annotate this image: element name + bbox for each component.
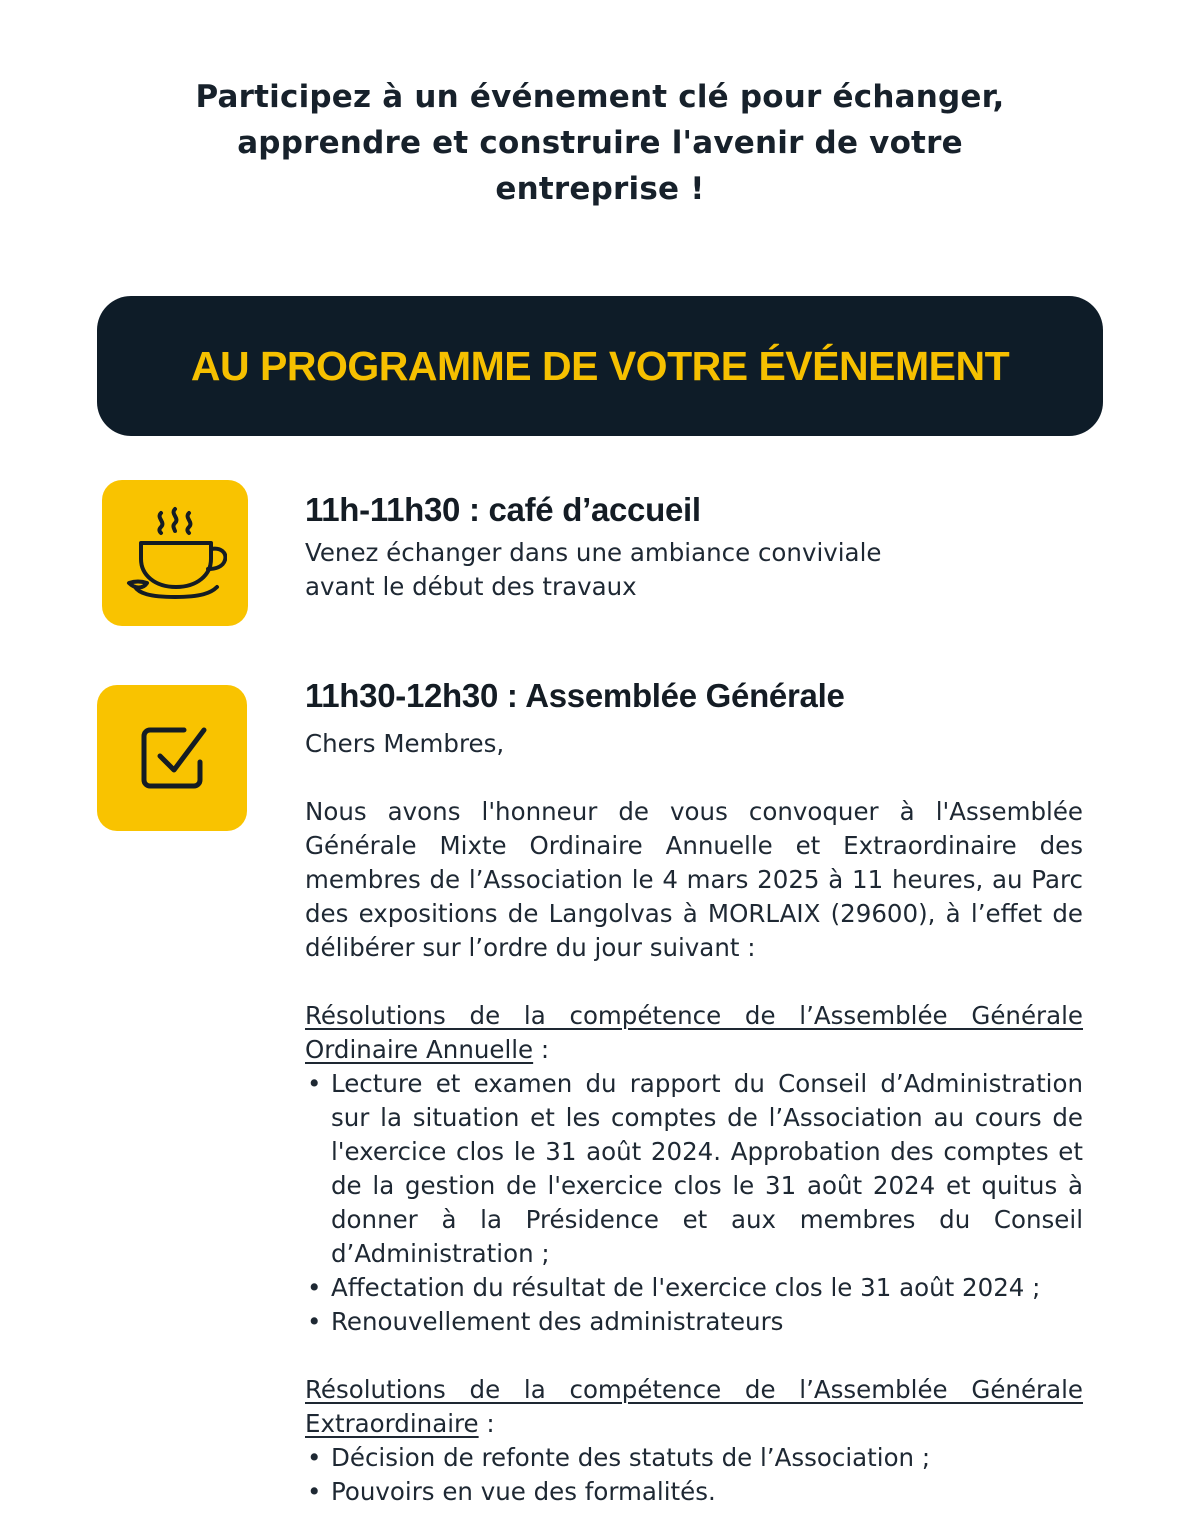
ordinary-resolutions-list xyxy=(305,1067,1083,1339)
item-title-welcome-coffee: 11h-11h30 : café d’accueil xyxy=(305,491,701,528)
section-heading-ordinary xyxy=(305,999,1083,1067)
item-desc-welcome-coffee xyxy=(305,536,945,604)
desc-line: avant le début des travaux xyxy=(305,572,637,601)
greeting: Chers Membres, xyxy=(305,729,505,758)
convocation-paragraph: Nous avons l'honneur de vous convoquer à l'Assemblée Générale Mixte Ordinaire Annuelle et Extraordinaire des membres de l’Association le 4 mars 2025 à 11 heures, au Parc des expositions de Langolvas à MORLAIX (29600), à l’effet de délibérer sur l’ordre du jour suivant : xyxy=(305,797,1083,962)
intro-line: Participez à un événement clé pour échanger, xyxy=(195,79,1005,115)
intro-line: entreprise ! xyxy=(495,171,705,207)
item-title-general-assembly: 11h30-12h30 : Assemblée Générale xyxy=(305,677,845,714)
banner-title: AU PROGRAMME DE VOTRE ÉVÉNEMENT xyxy=(190,342,1010,389)
checkbox-icon xyxy=(132,718,212,798)
section-heading-ordinary-text: Résolutions de la compétence de l’Assemblée Générale Ordinaire Annuelle xyxy=(305,1001,1083,1064)
coffee-icon-tile xyxy=(102,480,248,626)
section-heading-extraordinary xyxy=(305,1373,1083,1441)
section-heading-extraordinary-text: Résolutions de la compétence de l’Assemblée Générale Extraordinaire xyxy=(305,1375,1083,1438)
program-banner xyxy=(97,296,1103,436)
section-heading-suffix: : xyxy=(478,1409,495,1438)
list-item: • Décision de refonte des statuts de l’Association ; xyxy=(305,1441,1083,1475)
coffee-cup-icon xyxy=(123,505,227,601)
list-item: • Lecture et examen du rapport du Conseil d’Administration sur la situation et les comptes de l’Association au cours de l'exercice clos le 31 août 2024. Approbation des comptes et de la gestion de l'exercice clos le 31 août 2024 et quitus à donner à la Présidence et aux membres du Conseil d’Administration ; xyxy=(305,1067,1083,1271)
checkbox-icon-tile xyxy=(97,685,247,831)
extraordinary-resolutions-list xyxy=(305,1441,1083,1509)
list-item: • Renouvellement des administrateurs xyxy=(305,1305,1083,1339)
list-item: • Pouvoirs en vue des formalités. xyxy=(305,1475,1083,1509)
desc-line: Venez échanger dans une ambiance conviviale xyxy=(305,538,882,567)
section-heading-suffix: : xyxy=(533,1035,550,1064)
assembly-body xyxy=(305,727,1083,1509)
list-item: • Affectation du résultat de l'exercice clos le 31 août 2024 ; xyxy=(305,1271,1083,1305)
intro-heading xyxy=(150,74,1050,212)
intro-line: apprendre et construire l'avenir de votre xyxy=(237,125,963,161)
